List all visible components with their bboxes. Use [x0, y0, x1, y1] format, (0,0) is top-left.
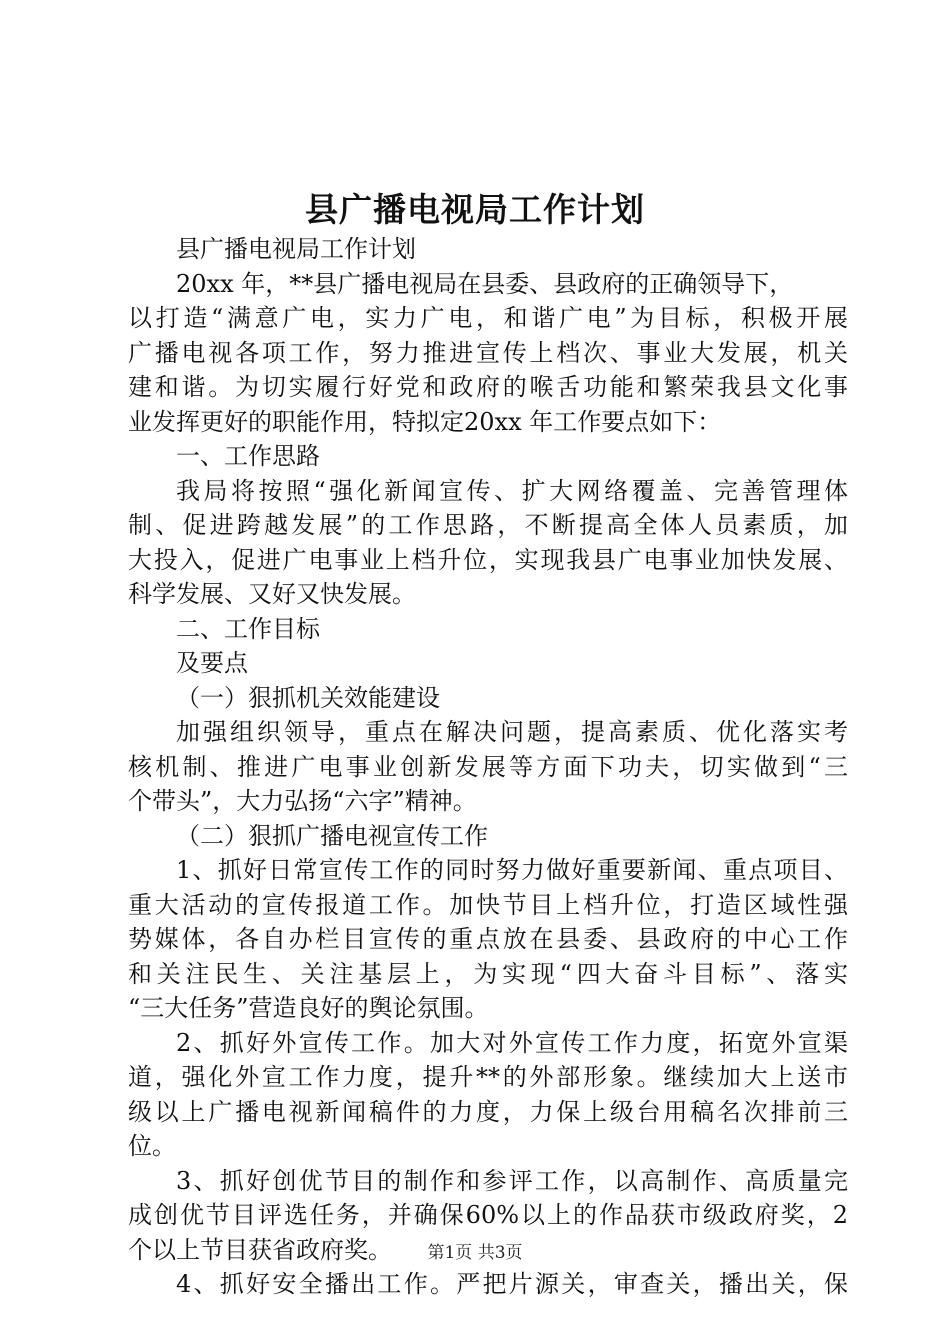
- text-line: 1、抓好日常宣传工作的同时努力做好重要新闻、重点项目、: [176, 856, 848, 884]
- text-line: 位。: [128, 1132, 176, 1160]
- text-line: 县广播电视局工作计划: [176, 235, 416, 263]
- text-line: 科学发展、又好又快发展。: [128, 580, 416, 608]
- text-line: 道，强化外宣工作力度，提升**的外部形象。继续加大上送市: [128, 1063, 848, 1091]
- text-line: 我局将按照“强化新闻宣传、扩大网络覆盖、完善管理体: [176, 476, 848, 505]
- text-line: 大投入，促进广电事业上档升位，实现我县广电事业加快发展、: [128, 545, 848, 574]
- document-body: [128, 232, 848, 1302]
- text-line: （一）狠抓机关效能建设: [176, 683, 440, 712]
- text-line: 个带头”，大力弘扬“六字”精神。: [128, 787, 477, 815]
- text-line: 重大活动的宣传报道工作。加快节目上档升位，打造区域性强: [128, 890, 848, 919]
- text-line: 加强组织领导，重点在解决问题，提高素质、优化落实考: [176, 718, 848, 746]
- text-line: 业发挥更好的职能作用，特拟定20xx 年工作要点如下：: [128, 407, 722, 436]
- text-line: 20xx 年，**县广播电视局在县委、县政府的正确领导下，: [176, 269, 794, 298]
- text-line: 及要点: [176, 649, 248, 677]
- text-line: 广播电视各项工作，努力推进宣传上档次、事业大发展，机关: [128, 338, 848, 367]
- text-line: 二、工作目标: [176, 614, 320, 643]
- page-footer: 第1页 共3页: [427, 1243, 523, 1263]
- text-line: 制、促进跨越发展”的工作思路，不断提高全体人员素质，加: [128, 511, 848, 539]
- text-line: 一、工作思路: [176, 442, 320, 470]
- text-line: 建和谐。为切实履行好党和政府的喉舌功能和繁荣我县文化事: [128, 373, 848, 401]
- text-line: “三大任务”营造良好的舆论氛围。: [128, 994, 489, 1022]
- text-line: 级以上广播电视新闻稿件的力度，力保上级台用稿名次排前三: [128, 1097, 848, 1126]
- text-line: 2、抓好外宣传工作。加大对外宣传工作力度，拓宽外宣渠: [176, 1028, 848, 1057]
- document-title: 县广播电视局工作计划: [305, 190, 645, 229]
- text-line: 3、抓好创优节目的制作和参评工作，以高制作、高质量完: [176, 1166, 848, 1195]
- text-line: 以打造“满意广电，实力广电，和谐广电”为目标，积极开展: [128, 304, 848, 332]
- text-line: 4、抓好安全播出工作。严把片源关，审查关，播出关，保: [176, 1270, 848, 1298]
- text-line: 个以上节目获省政府奖。: [128, 1235, 392, 1264]
- text-line: 成创优节目评选任务，并确保60%以上的作品获市级政府奖，2: [128, 1201, 848, 1229]
- text-line: 和关注民生、关注基层上，为实现“四大奋斗目标”、落实: [128, 959, 848, 988]
- text-line: 核机制、推进广电事业创新发展等方面下功夫，切实做到“三: [128, 752, 848, 781]
- text-line: 势媒体，各自办栏目宣传的重点放在县委、县政府的中心工作: [128, 925, 848, 953]
- text-line: （二）狠抓广播电视宣传工作: [176, 821, 488, 850]
